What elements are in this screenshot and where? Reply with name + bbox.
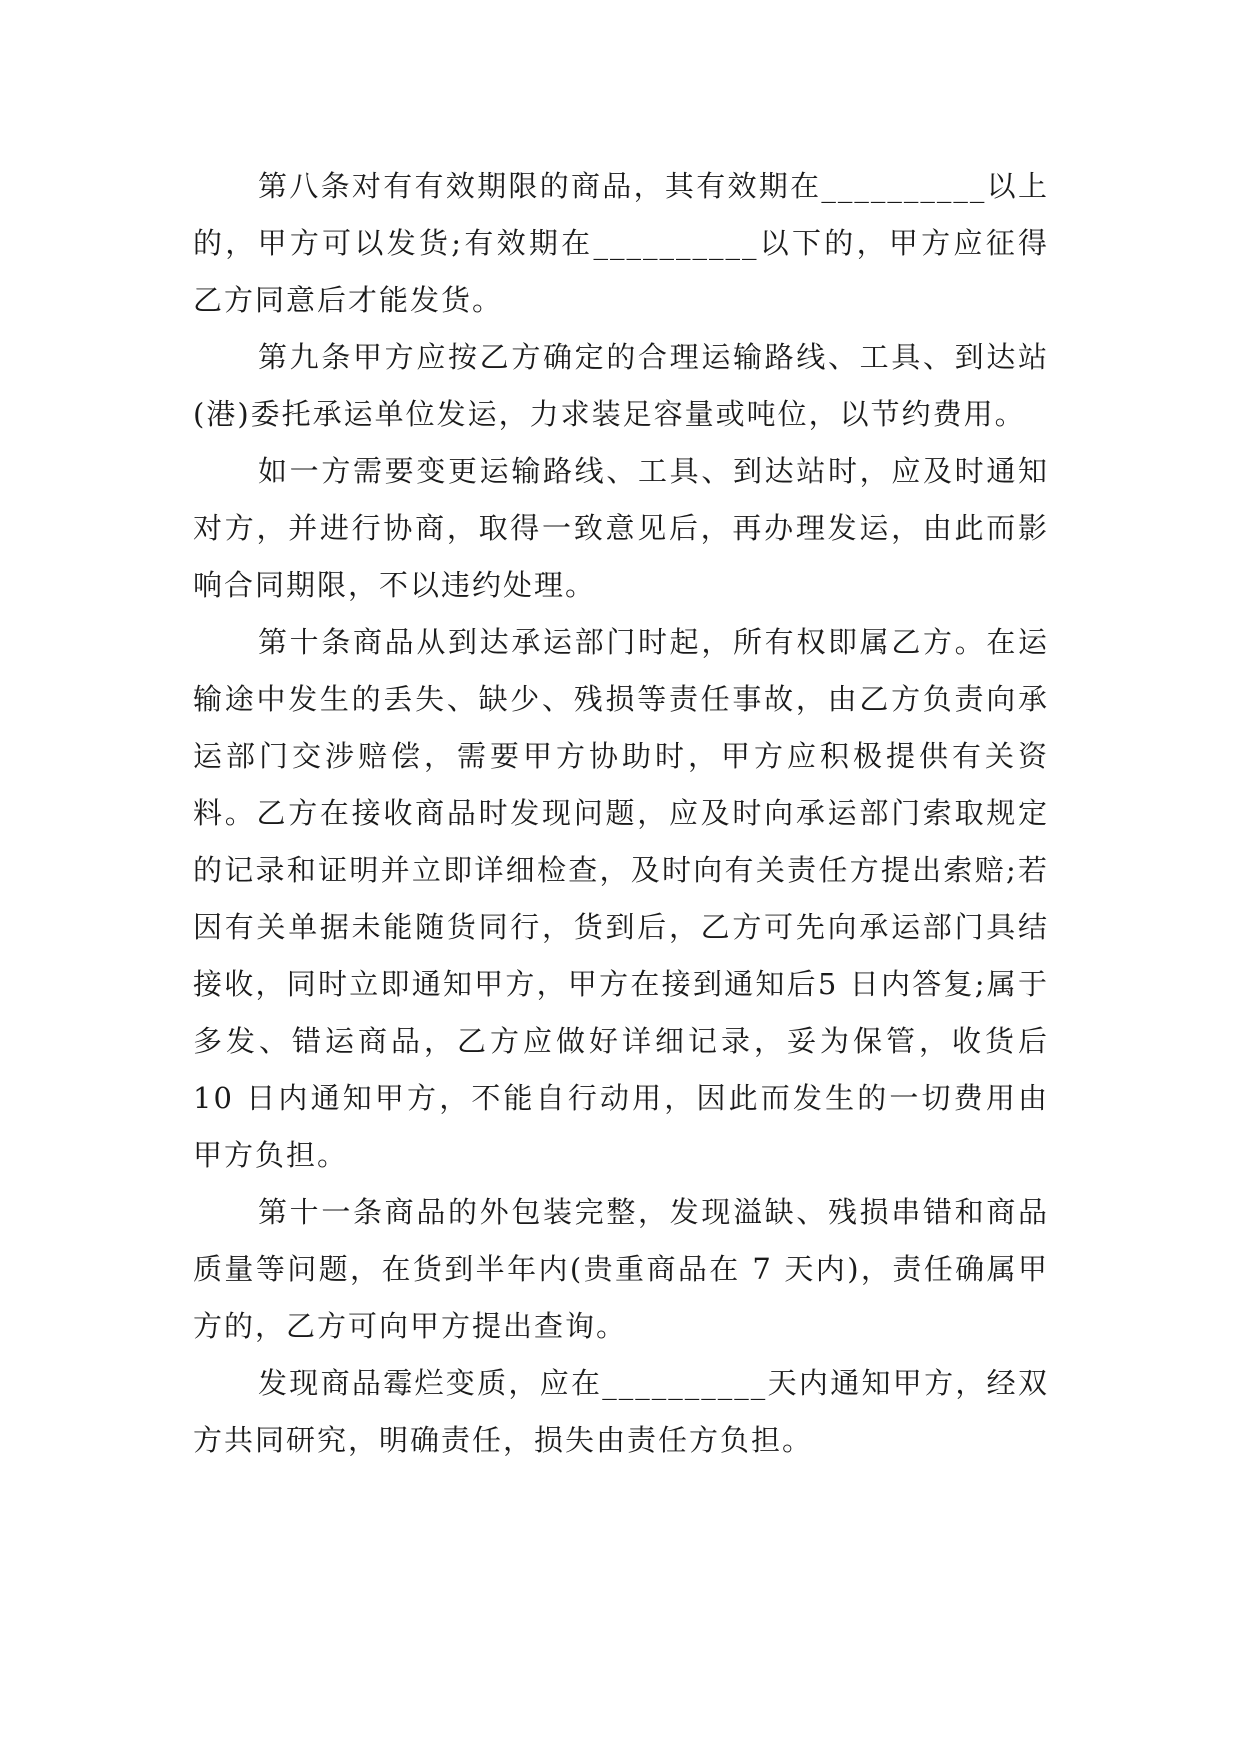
paragraph-article-10: 第十条商品从到达承运部门时起，所有权即属乙方。在运输途中发生的丢失、缺少、残损等责任事故，由乙方负责向承运部门交涉赔偿，需要甲方协助时，甲方应积极提供有关资料。乙方在接收商品时发现问题，应及时向承运部门索取规定的记录和证明并立即详细检查，及时向有关责任方提出索赔;若因有关单据未能随货同行，货到后，乙方可先向承运部门具结接收，同时立即通知甲方，甲方在接到通知后5 日内答复;属于多发、错运商品，乙方应做好详细记录，妥为保管，收货后 10 日内通知甲方，不能自行动用，因此而发生的一切费用由甲方负担。 — [193, 625, 1049, 1172]
paragraph-article-8: 第八条对有有效期限的商品，其有效期在__________以上的，甲方可以发货;有效期在__________以下的，甲方应征得乙方同意后才能发货。 — [193, 169, 1049, 317]
paragraph-route-change: 如一方需要变更运输路线、工具、到达站时，应及时通知对方，并进行协商，取得一致意见后，再办理发运，由此而影响合同期限，不以违约处理。 — [193, 454, 1049, 602]
paragraph-article-9: 第九条甲方应按乙方确定的合理运输路线、工具、到达站(港)委托承运单位发运，力求装足容量或吨位，以节约费用。 — [193, 340, 1049, 431]
paragraph-article-11: 第十一条商品的外包装完整，发现溢缺、残损串错和商品质量等问题，在货到半年内(贵重商品在 7 天内)，责任确属甲方的，乙方可向甲方提出查询。 — [193, 1195, 1049, 1343]
document-body — [193, 158, 1049, 1469]
paragraph-spoilage: 发现商品霉烂变质，应在__________天内通知甲方，经双方共同研究，明确责任，损失由责任方负担。 — [193, 1366, 1049, 1457]
